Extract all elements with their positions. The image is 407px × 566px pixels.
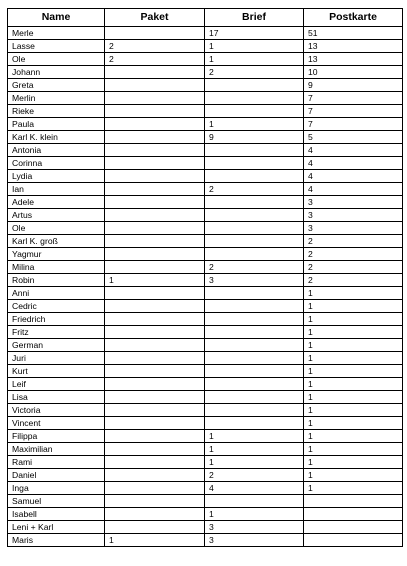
- brief-cell: 3: [205, 274, 304, 287]
- header-postkarte: Postkarte: [304, 9, 403, 27]
- name-cell: Adele: [8, 196, 105, 209]
- table-row: [8, 430, 403, 443]
- name-cell: Anni: [8, 287, 105, 300]
- postkarte-cell: 2: [304, 274, 403, 287]
- brief-cell: 3: [205, 534, 304, 547]
- postkarte-cell: 1: [304, 326, 403, 339]
- paket-cell: [105, 105, 205, 118]
- paket-cell: [105, 287, 205, 300]
- paket-cell: 2: [105, 40, 205, 53]
- name-cell: Merle: [8, 27, 105, 40]
- table-row: [8, 196, 403, 209]
- table-row: [8, 170, 403, 183]
- name-cell: Karl K. groß: [8, 235, 105, 248]
- postkarte-cell: 2: [304, 248, 403, 261]
- name-cell: Ian: [8, 183, 105, 196]
- table-row: [8, 508, 403, 521]
- mail-count-table: [7, 8, 403, 547]
- paket-cell: [105, 261, 205, 274]
- brief-cell: 3: [205, 521, 304, 534]
- brief-cell: 1: [205, 456, 304, 469]
- postkarte-cell: 1: [304, 352, 403, 365]
- postkarte-cell: 1: [304, 469, 403, 482]
- brief-cell: [205, 352, 304, 365]
- postkarte-cell: 1: [304, 378, 403, 391]
- name-cell: Daniel: [8, 469, 105, 482]
- name-cell: Milina: [8, 261, 105, 274]
- paket-cell: [105, 469, 205, 482]
- paket-cell: [105, 339, 205, 352]
- paket-cell: [105, 365, 205, 378]
- paket-cell: [105, 248, 205, 261]
- table-row: [8, 287, 403, 300]
- table-row: [8, 144, 403, 157]
- table-body: [8, 27, 403, 547]
- brief-cell: [205, 300, 304, 313]
- table-row: [8, 66, 403, 79]
- table-row: [8, 118, 403, 131]
- name-cell: Lisa: [8, 391, 105, 404]
- table-row: [8, 443, 403, 456]
- table-row: [8, 378, 403, 391]
- name-cell: Lydia: [8, 170, 105, 183]
- name-cell: Antonia: [8, 144, 105, 157]
- brief-cell: [205, 170, 304, 183]
- name-cell: Merlin: [8, 92, 105, 105]
- brief-cell: [205, 365, 304, 378]
- paket-cell: [105, 326, 205, 339]
- table-row: [8, 222, 403, 235]
- header-name: Name: [8, 9, 105, 27]
- name-cell: Johann: [8, 66, 105, 79]
- brief-cell: [205, 313, 304, 326]
- name-cell: Corinna: [8, 157, 105, 170]
- postkarte-cell: 1: [304, 430, 403, 443]
- brief-cell: [205, 222, 304, 235]
- table-row: [8, 183, 403, 196]
- paket-cell: [105, 313, 205, 326]
- postkarte-cell: 1: [304, 287, 403, 300]
- brief-cell: [205, 495, 304, 508]
- header-paket: Paket: [105, 9, 205, 27]
- brief-cell: [205, 209, 304, 222]
- name-cell: Vincent: [8, 417, 105, 430]
- name-cell: Greta: [8, 79, 105, 92]
- table-row: [8, 417, 403, 430]
- paket-cell: [105, 79, 205, 92]
- postkarte-cell: 2: [304, 261, 403, 274]
- table-row: [8, 391, 403, 404]
- table-row: [8, 235, 403, 248]
- postkarte-cell: 4: [304, 170, 403, 183]
- paket-cell: [105, 235, 205, 248]
- paket-cell: [105, 66, 205, 79]
- postkarte-cell: 7: [304, 118, 403, 131]
- brief-cell: 1: [205, 430, 304, 443]
- table-row: [8, 40, 403, 53]
- postkarte-cell: 4: [304, 183, 403, 196]
- paket-cell: [105, 430, 205, 443]
- table-row: [8, 495, 403, 508]
- table-row: [8, 209, 403, 222]
- name-cell: Rieke: [8, 105, 105, 118]
- brief-cell: [205, 287, 304, 300]
- postkarte-cell: 10: [304, 66, 403, 79]
- brief-cell: [205, 417, 304, 430]
- postkarte-cell: 1: [304, 443, 403, 456]
- postkarte-cell: 3: [304, 209, 403, 222]
- paket-cell: [105, 183, 205, 196]
- postkarte-cell: 4: [304, 144, 403, 157]
- postkarte-cell: 9: [304, 79, 403, 92]
- paket-cell: [105, 222, 205, 235]
- brief-cell: [205, 248, 304, 261]
- table-row: [8, 157, 403, 170]
- table-row: [8, 313, 403, 326]
- paket-cell: 1: [105, 534, 205, 547]
- table-row: [8, 456, 403, 469]
- brief-cell: [205, 404, 304, 417]
- brief-cell: 9: [205, 131, 304, 144]
- header-brief: Brief: [205, 9, 304, 27]
- table-row: [8, 261, 403, 274]
- name-cell: Filippa: [8, 430, 105, 443]
- brief-cell: [205, 105, 304, 118]
- table-row: [8, 92, 403, 105]
- postkarte-cell: 1: [304, 482, 403, 495]
- header-row: [8, 9, 403, 27]
- postkarte-cell: 1: [304, 391, 403, 404]
- paket-cell: [105, 157, 205, 170]
- postkarte-cell: 1: [304, 365, 403, 378]
- paket-cell: [105, 300, 205, 313]
- table-row: [8, 79, 403, 92]
- brief-cell: 4: [205, 482, 304, 495]
- brief-cell: [205, 235, 304, 248]
- name-cell: Yagmur: [8, 248, 105, 261]
- postkarte-cell: 4: [304, 157, 403, 170]
- table-row: [8, 482, 403, 495]
- postkarte-cell: [304, 521, 403, 534]
- name-cell: Kurt: [8, 365, 105, 378]
- brief-cell: [205, 378, 304, 391]
- brief-cell: [205, 391, 304, 404]
- paket-cell: [105, 92, 205, 105]
- postkarte-cell: 13: [304, 40, 403, 53]
- paket-cell: [105, 27, 205, 40]
- postkarte-cell: 2: [304, 235, 403, 248]
- name-cell: Fritz: [8, 326, 105, 339]
- postkarte-cell: 1: [304, 300, 403, 313]
- name-cell: Cedric: [8, 300, 105, 313]
- brief-cell: [205, 339, 304, 352]
- paket-cell: [105, 378, 205, 391]
- postkarte-cell: 51: [304, 27, 403, 40]
- postkarte-cell: 3: [304, 196, 403, 209]
- table-row: [8, 404, 403, 417]
- paket-cell: [105, 131, 205, 144]
- postkarte-cell: [304, 534, 403, 547]
- postkarte-cell: [304, 508, 403, 521]
- paket-cell: [105, 170, 205, 183]
- table-row: [8, 248, 403, 261]
- name-cell: German: [8, 339, 105, 352]
- brief-cell: [205, 326, 304, 339]
- paket-cell: [105, 118, 205, 131]
- table-row: [8, 326, 403, 339]
- brief-cell: [205, 157, 304, 170]
- brief-cell: 17: [205, 27, 304, 40]
- postkarte-cell: 1: [304, 339, 403, 352]
- table-row: [8, 300, 403, 313]
- brief-cell: 2: [205, 261, 304, 274]
- postkarte-cell: [304, 495, 403, 508]
- table-row: [8, 27, 403, 40]
- postkarte-cell: 7: [304, 105, 403, 118]
- paket-cell: [105, 404, 205, 417]
- name-cell: Lasse: [8, 40, 105, 53]
- table-row: [8, 521, 403, 534]
- paket-cell: [105, 144, 205, 157]
- postkarte-cell: 1: [304, 404, 403, 417]
- brief-cell: 2: [205, 66, 304, 79]
- name-cell: Maris: [8, 534, 105, 547]
- paket-cell: [105, 456, 205, 469]
- name-cell: Juri: [8, 352, 105, 365]
- name-cell: Leif: [8, 378, 105, 391]
- paket-cell: [105, 443, 205, 456]
- table-row: [8, 53, 403, 66]
- paket-cell: 1: [105, 274, 205, 287]
- paket-cell: [105, 417, 205, 430]
- brief-cell: 1: [205, 53, 304, 66]
- name-cell: Inga: [8, 482, 105, 495]
- postkarte-cell: 1: [304, 456, 403, 469]
- paket-cell: [105, 209, 205, 222]
- postkarte-cell: 5: [304, 131, 403, 144]
- table-row: [8, 534, 403, 547]
- name-cell: Artus: [8, 209, 105, 222]
- table-row: [8, 339, 403, 352]
- table-row: [8, 274, 403, 287]
- paket-cell: 2: [105, 53, 205, 66]
- paket-cell: [105, 495, 205, 508]
- name-cell: Ole: [8, 53, 105, 66]
- name-cell: Rami: [8, 456, 105, 469]
- name-cell: Victoria: [8, 404, 105, 417]
- postkarte-cell: 13: [304, 53, 403, 66]
- name-cell: Maximilian: [8, 443, 105, 456]
- name-cell: Isabell: [8, 508, 105, 521]
- postkarte-cell: 1: [304, 417, 403, 430]
- brief-cell: 1: [205, 40, 304, 53]
- postkarte-cell: 7: [304, 92, 403, 105]
- paket-cell: [105, 352, 205, 365]
- table-row: [8, 469, 403, 482]
- table-row: [8, 365, 403, 378]
- name-cell: Karl K. klein: [8, 131, 105, 144]
- table-row: [8, 131, 403, 144]
- paket-cell: [105, 391, 205, 404]
- brief-cell: 1: [205, 443, 304, 456]
- table-row: [8, 105, 403, 118]
- name-cell: Paula: [8, 118, 105, 131]
- brief-cell: [205, 79, 304, 92]
- name-cell: Ole: [8, 222, 105, 235]
- name-cell: Samuel: [8, 495, 105, 508]
- paket-cell: [105, 482, 205, 495]
- brief-cell: 1: [205, 508, 304, 521]
- paket-cell: [105, 508, 205, 521]
- table-row: [8, 352, 403, 365]
- name-cell: Friedrich: [8, 313, 105, 326]
- postkarte-cell: 3: [304, 222, 403, 235]
- name-cell: Robin: [8, 274, 105, 287]
- brief-cell: [205, 92, 304, 105]
- brief-cell: 1: [205, 118, 304, 131]
- brief-cell: [205, 144, 304, 157]
- paket-cell: [105, 196, 205, 209]
- name-cell: Leni + Karl: [8, 521, 105, 534]
- brief-cell: [205, 196, 304, 209]
- brief-cell: 2: [205, 183, 304, 196]
- paket-cell: [105, 521, 205, 534]
- brief-cell: 2: [205, 469, 304, 482]
- postkarte-cell: 1: [304, 313, 403, 326]
